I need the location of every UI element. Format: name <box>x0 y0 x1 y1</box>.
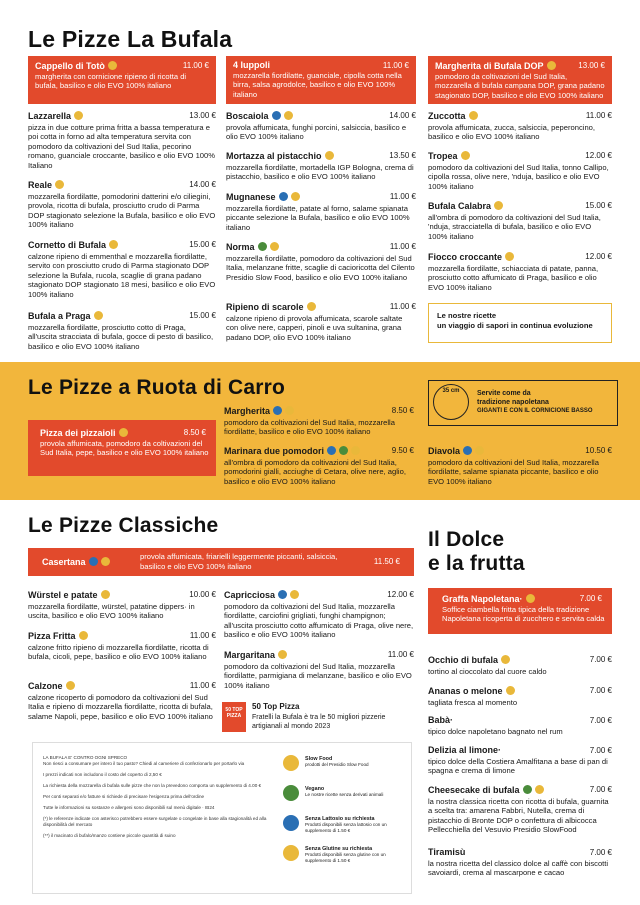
item-desc: all'ombra di pomodoro da coltivazioni del Sud Italia, 'nduja, stracciatella di bufala, basilico e olio EVO 100% italiano <box>428 212 601 241</box>
menu-item-cornetto <box>28 240 216 300</box>
slowfood-icon <box>284 111 293 120</box>
menu-item-calzone <box>28 681 216 721</box>
menu-item-fritta <box>28 631 216 662</box>
slowfood-icon <box>55 180 64 189</box>
item-price: 10.50 € <box>585 446 612 455</box>
slowfood-icon <box>79 631 88 640</box>
legend-vegan <box>283 785 405 815</box>
item-desc: provola affumicata, pomodoro da coltivazioni del Sud Italia, pepe, basilico e olio EVO 100% italiano <box>40 438 209 458</box>
item-desc: mozzarella fiordilatte, guanciale, cipolla cotta nella birra, salsa agrodolce, basilico e olio EVO 100% italiano <box>233 70 402 99</box>
note-line-2: un viaggio di sapori in continua evoluzione <box>437 321 593 330</box>
menu-item-mugnanese <box>226 192 416 232</box>
item-price: 13.00 € <box>578 61 605 70</box>
pizza-size-icon <box>433 384 469 420</box>
slowfood-icon <box>506 686 515 695</box>
menu-item-zuccotta <box>428 111 612 142</box>
slowfood-icon <box>119 428 128 437</box>
item-price: 11.00 € <box>382 61 409 70</box>
menu-item-wurstel <box>28 590 216 621</box>
vegan-icon <box>258 242 267 251</box>
menu-item-calabra <box>428 201 612 241</box>
item-desc: calzone ripieno di emmenthal e mozzarella fiordilatte, servito con prosciutto crudo di Parma stagionato DOP selezione la Bufala, rucola, scaglie di grana padano stagionato DOP stagionato 18 mesi, basilico e olio EVO 100% italiano <box>28 251 216 299</box>
item-desc: pomodoro da coltivazioni del Sud Italia, mozzarella di bufala campana DOP, grana padano stagionato DOP, basilico e olio EVO 100% italiano <box>435 71 605 100</box>
item-desc: mozzarella fiordilatte, patate al forno, salame spianata piccante selezione la Bufala, basilico e olio EVO 100% italiano <box>226 203 410 232</box>
menu-item-capricciosa <box>224 590 414 640</box>
menu-item-margherita-dop <box>428 56 612 104</box>
item-price: 7.00 € <box>579 594 602 603</box>
lactose-free-icon <box>279 192 288 201</box>
item-price: 10.00 € <box>189 590 216 599</box>
menu-item-fiocco <box>428 252 612 292</box>
menu-item-margaritana <box>224 650 414 690</box>
slowfood-icon <box>101 590 110 599</box>
top50-desc: Fratelli la Bufala è tra le 50 migliori pizzerie artigianali al mondo 2023 <box>252 714 386 730</box>
item-name: Cornetto di Bufala <box>28 240 106 250</box>
item-price: 15.00 € <box>189 311 216 320</box>
item-name: Würstel e patate <box>28 590 98 600</box>
item-price: 15.00 € <box>189 240 216 249</box>
item-price: 7.00 € <box>589 716 612 725</box>
item-name: Marinara due pomodori <box>224 446 325 456</box>
item-name: Delizia al limone· <box>428 745 502 755</box>
item-name: Reale <box>28 180 53 190</box>
item-name: Margherita di Bufala DOP <box>435 61 544 71</box>
item-desc: calzone ricoperto di pomodoro da coltivazioni del Sud Italia e ripieno di mozzarella fiordilatte, ricotta di bufala, salame Napoli, pepe, basilico e olio EVO 100% italiano <box>28 692 213 721</box>
item-name: Mugnanese <box>226 192 276 202</box>
item-desc: provola affumicata, friarielli leggermente piccanti, salsiccia, basilico e olio EVO 100% italiano <box>140 552 338 571</box>
slowfood-icon <box>283 755 299 771</box>
item-desc: provola affumicata, funghi porcini, salsiccia, basilico e olio EVO 100% italiano <box>226 122 407 142</box>
legend-waste-desc: Non riesci a consumare per intero il tuo pasto? Chiedi al cameriere di confezionarlo per portarlo via <box>43 761 245 766</box>
item-name: Diavola <box>428 446 461 456</box>
item-name: Boscaiola <box>226 111 269 121</box>
slowfood-icon <box>291 192 300 201</box>
item-name: Bufala a Praga <box>28 311 91 321</box>
section-title-classiche: Le Pizze Classiche <box>28 514 219 537</box>
slowfood-icon <box>351 446 360 455</box>
menu-item-pizzaioli <box>28 420 216 476</box>
item-name: Occhio di bufala <box>428 655 499 665</box>
vegan-icon <box>283 785 299 801</box>
item-name: Babà· <box>428 715 454 725</box>
item-desc: tagliata fresca al momento <box>428 697 518 707</box>
ruota-info-line-2: tradizione napoletana <box>477 399 549 406</box>
menu-item-praga <box>28 311 216 351</box>
slowfood-icon <box>108 61 117 70</box>
item-desc: pomodoro da coltivazioni del Sud Italia, tonno Callipo, cipolla rossa, olive nere, 'nduja, basilico e olio EVO 100% italiano <box>428 162 609 191</box>
slowfood-icon <box>307 302 316 311</box>
menu-item-scarole <box>226 302 416 342</box>
legend-vegan-desc: Le nostre ricette senza derivati animali <box>305 792 384 797</box>
slowfood-icon <box>270 242 279 251</box>
item-name: Zuccotta <box>428 111 466 121</box>
item-name: Ananas o melone <box>428 686 503 696</box>
section-title-bufala: Le Pizze La Bufala <box>28 26 233 52</box>
item-price: 11.00 € <box>389 302 416 311</box>
menu-item-luppoli <box>226 56 416 104</box>
legend-slowfood-title: Slow Food <box>305 756 333 762</box>
item-price: 14.00 € <box>389 111 416 120</box>
menu-item-norma <box>226 242 416 282</box>
item-name: Mortazza al pistacchio <box>226 151 322 161</box>
item-desc: mozzarella fiordilatte, würstel, patatine dippers· in uscita, basilico e olio EVO 100% italiano <box>28 601 195 621</box>
item-desc: mozzarella fiordilatte, pomodorini datterini e/o ciliegini, provola, ricotta di bufala, prosciutto crudo di Parma DOP stagionato selezione la Bufala, basilico e olio EVO 100% italiano <box>28 191 216 230</box>
slowfood-icon <box>501 655 510 664</box>
item-desc: pomodoro da coltivazioni del Sud Italia, mozzarella fiordilatte, parmigiana di melanzane, basilico e olio EVO 100% italiano <box>224 661 412 690</box>
slowfood-icon <box>290 590 299 599</box>
menu-item-diavola <box>428 446 612 486</box>
item-price: 8.50 € <box>183 428 206 437</box>
legend-gluten-title: Senza Glutine su richiesta <box>305 846 373 852</box>
item-price: 11.00 € <box>189 631 216 640</box>
top50-award <box>222 702 412 734</box>
legend-gluten-desc: Prodotti disponibili senza glutine con un supplemento di 1.50 € <box>305 852 386 863</box>
item-name: Bufala Calabra <box>428 201 492 211</box>
slowfood-icon <box>66 681 75 690</box>
item-price: 11.00 € <box>189 681 216 690</box>
info-legend <box>32 742 412 894</box>
item-name: Pizza dei pizzaioli <box>40 428 116 438</box>
dolce-title-line-2: e la frutta <box>428 552 525 575</box>
menu-item-occhio <box>428 655 612 676</box>
item-price: 14.00 € <box>189 180 216 189</box>
ruota-info-line-1: Servite come da <box>477 390 531 397</box>
slowfood-icon <box>101 557 110 566</box>
slowfood-icon <box>526 594 535 603</box>
item-desc: Soffice ciambella fritta tipica della tradizione Napoletana ricoperta di zucchero e servita calda <box>442 604 605 624</box>
item-desc: all'ombra di pomodoro da coltivazioni del Sud Italia, pomodorini gialli, acciughe di Cetara, olive nere, aglio, basilico e olio EVO 100% italiano <box>224 457 406 486</box>
item-name: Margaritana <box>224 650 276 660</box>
legend-allergens: Tutte le informazioni su sostanze e allergeni sono disponibili sul menù digitale · IB24 <box>43 805 215 810</box>
item-desc: tortino al cioccolato dal cuore caldo <box>428 666 547 676</box>
menu-item-cappello <box>28 56 216 104</box>
item-desc: mozzarella fiordilatte, pomodoro da coltivazioni del Sud Italia, melanzane fritte, scaglie di cacioricotta del Cilento Presidio Slow Food, basilico e olio EVO 100% italiano <box>226 253 415 282</box>
menu-item-margherita-ruota <box>224 406 414 437</box>
menu-item-marinara <box>224 446 414 486</box>
item-desc: mozzarella fiordilatte, prosciutto cotto di Praga, all'uscita stracciata di bufala, gocce di pesto di basilico, basilico e olio EVO 100% italiano <box>28 322 214 351</box>
lactose-free-icon <box>278 590 287 599</box>
slowfood-icon <box>278 650 287 659</box>
item-desc: pomodoro da coltivazioni del Sud Italia, mozzarella fiordilatte, salame spianata piccante, basilico e olio EVO 100% italiano <box>428 457 599 486</box>
item-desc: provola affumicata, zucca, salsiccia, peperoncino, basilico e olio EVO 100% italiano <box>428 122 596 142</box>
item-price: 11.50 € <box>373 557 400 566</box>
item-price: 7.00 € <box>589 655 612 664</box>
item-desc: la nostra classica ricetta con ricotta di bufala, guarnita a scelta tra: amarena Fabbri, Nutella, crema di pistacchio di Bronte DOP o confettura di albicocca Pellecchiella del Vesuvio Presidio SlowFood <box>428 796 609 835</box>
item-name: Fiocco croccante <box>428 252 503 262</box>
item-desc: tipico dolce della Costiera Amalfitana a base di pan di spagna e crema di limone <box>428 756 608 776</box>
menu-item-reale <box>28 180 216 230</box>
slowfood-icon <box>285 406 294 415</box>
legend-slowfood-desc: prodotti del Presidio Slow Food <box>305 762 369 767</box>
menu-item-tropea <box>428 151 612 191</box>
lactose-free-icon <box>273 406 282 415</box>
slowfood-icon <box>461 151 470 160</box>
lactose-free-icon <box>327 446 336 455</box>
legend-cover-charge: I prezzi indicati non includono il costo del coperto di 2,50 € <box>43 772 162 777</box>
item-price: 13.00 € <box>189 111 216 120</box>
item-price: 12.00 € <box>585 252 612 261</box>
item-name: Lazzarella <box>28 111 72 121</box>
dolce-title-line-1: Il Dolce <box>428 528 505 551</box>
item-price: 12.00 € <box>585 151 612 160</box>
item-name: Ripieno di scarole <box>226 302 304 312</box>
section-title-dolce <box>428 528 525 576</box>
item-desc: pomodoro da coltivazioni del Sud Italia, mozzarella fiordilatte, carciofini grigliati, funghi champignon; all'uscita prosciutto cotto affumicato di Praga, olive nere, basilico e olio EVO 100% italiano <box>224 601 414 640</box>
item-name: Pizza Fritta <box>28 631 76 641</box>
item-price: 13.50 € <box>389 151 416 160</box>
item-name: Cappello di Totò <box>35 61 105 71</box>
item-price: 7.00 € <box>589 848 612 857</box>
menu-item-cheesecake <box>428 785 612 835</box>
menu-item-boscaiola <box>226 111 416 142</box>
legend-separate-bills: Per conti separati e/o fatture si richiede di precisare l'esigenza prima dell'ordine <box>43 794 205 799</box>
item-price: 11.00 € <box>585 111 612 120</box>
slowfood-icon <box>475 446 484 455</box>
slowfood-icon <box>505 252 514 261</box>
legend-vegan-title: Vegano <box>305 786 325 792</box>
menu-item-tiramisu <box>428 848 612 878</box>
item-price: 11.00 € <box>182 61 209 70</box>
item-desc: la nostra ricetta del classico dolce al caffè con biscotti savoiardi, crema al mascarpone e cacao <box>428 858 609 878</box>
item-price: 12.00 € <box>387 590 414 599</box>
item-desc: mozzarella fiordilatte, schiacciata di patate, panna, prosciutto cotto affumicato di Praga, basilico e olio EVO 100% italiano <box>428 263 599 292</box>
lactose-free-icon <box>89 557 98 566</box>
ruota-info-box <box>428 380 618 426</box>
slowfood-icon <box>109 240 118 249</box>
ruota-info-line-3: GIGANTI E CON IL CORNICIONE BASSO <box>477 408 593 414</box>
gluten-free-icon <box>283 845 299 861</box>
legend-minced: (**) il macinato di bufalo/manzo contiene piccole quantità di suino <box>43 833 176 838</box>
item-name: Calzone <box>28 681 63 691</box>
item-price: 7.00 € <box>589 746 612 755</box>
pizza-size-label: 35 cm <box>442 388 460 394</box>
item-name: Cheesecake di bufala <box>428 785 520 795</box>
item-name: Capricciosa <box>224 590 276 600</box>
menu-item-lazzarella <box>28 111 216 171</box>
top50-title: 50 Top Pizza <box>252 702 300 711</box>
menu-item-baba <box>428 716 612 736</box>
menu-item-graffa <box>428 588 612 634</box>
top50-logo: 50 TOP PIZZA <box>222 702 246 732</box>
item-name: Tiramisù <box>428 847 466 857</box>
legend-waste-title: LA BUFALA E' CONTRO OGNI SPRECO <box>43 755 128 760</box>
menu-item-delizia <box>428 746 612 776</box>
recipes-note <box>428 303 612 343</box>
item-price: 11.00 € <box>389 192 416 201</box>
vegan-icon <box>339 446 348 455</box>
note-line-1: Le nostre ricette <box>437 311 497 320</box>
item-name: Casertana <box>42 557 86 567</box>
menu-item-casertana <box>28 548 414 576</box>
item-name: Norma <box>226 242 255 252</box>
vegan-icon <box>523 785 532 794</box>
legend-lactose-title: Senza Lattosio su richiesta <box>305 816 375 822</box>
item-name: Tropea <box>428 151 458 161</box>
item-desc: pizza in due cotture prima fritta a bassa temperatura e poi cotta in forno ad alta temperatura servita con pomodoro da coltivazioni del Sud Italia, pecorino romano, guanciale croccante, basilico e olio EVO 100% Italiano <box>28 122 215 170</box>
lactose-free-icon <box>283 815 299 831</box>
item-name: 4 luppoli <box>233 60 270 70</box>
section-title-ruota: Le Pizze a Ruota di Carro <box>28 376 286 399</box>
item-desc: calzone fritto ripieno di mozzarella fiordilatte, ricotta di bufala, cicoli, pepe, basilico e olio EVO 100% italiano <box>28 642 209 662</box>
item-price: 11.00 € <box>389 242 416 251</box>
slowfood-icon <box>547 61 556 70</box>
slowfood-icon <box>94 311 103 320</box>
menu-item-mortazza <box>226 151 416 182</box>
item-desc: pomodoro da coltivazioni del Sud Italia, mozzarella fiordilatte, basilico e olio EVO 100% italiano <box>224 417 395 437</box>
slowfood-icon <box>494 201 503 210</box>
slowfood-icon <box>325 151 334 160</box>
lactose-free-icon <box>463 446 472 455</box>
item-name: Graffa Napoletana· <box>442 594 523 604</box>
item-desc: mozzarella fiordilatte, mortadella IGP Bologna, crema di pistacchio, basilico e olio EVO 100% italiano <box>226 162 414 182</box>
legend-frozen: (*) le referenze indicate con asterisco potrebbero essere surgelate o congelate in base alla stagionalità ed alla disponibilità del mercato <box>43 816 267 827</box>
item-price: 8.50 € <box>391 406 414 415</box>
slowfood-icon <box>469 111 478 120</box>
item-price: 7.00 € <box>589 785 612 794</box>
item-desc: calzone ripieno di provola affumicata, scarole saltate con olive nere, capperi, pinoli e uva sultanina, grana padano DOP, olio EVO 100% italiano <box>226 313 403 342</box>
legend-lactose-free <box>283 815 405 845</box>
legend-mozzarella-supplement: La richiesta della mozzarella di bufala sulle pizze che non la prevedono comporta un supplemento di 4.00 € <box>43 783 262 788</box>
slowfood-icon <box>74 111 83 120</box>
legend-lactose-desc: Prodotti disponibili senza lattosio con un supplemento di 1.50 € <box>305 822 387 833</box>
legend-slowfood <box>283 755 405 785</box>
menu-item-ananas <box>428 686 612 707</box>
legend-gluten-free <box>283 845 405 875</box>
item-name: Margherita <box>224 406 271 416</box>
slowfood-icon <box>535 785 544 794</box>
item-price: 7.00 € <box>589 686 612 695</box>
item-price: 15.00 € <box>585 201 612 210</box>
item-desc: margherita con cornicione ripieno di ricotta di bufala, basilico e olio EVO 100% italiano <box>35 71 187 91</box>
lactose-free-icon <box>272 111 281 120</box>
item-price: 11.00 € <box>387 650 414 659</box>
item-desc: tipico dolce napoletano bagnato nel rum <box>428 726 563 736</box>
item-price: 9.50 € <box>391 446 414 455</box>
